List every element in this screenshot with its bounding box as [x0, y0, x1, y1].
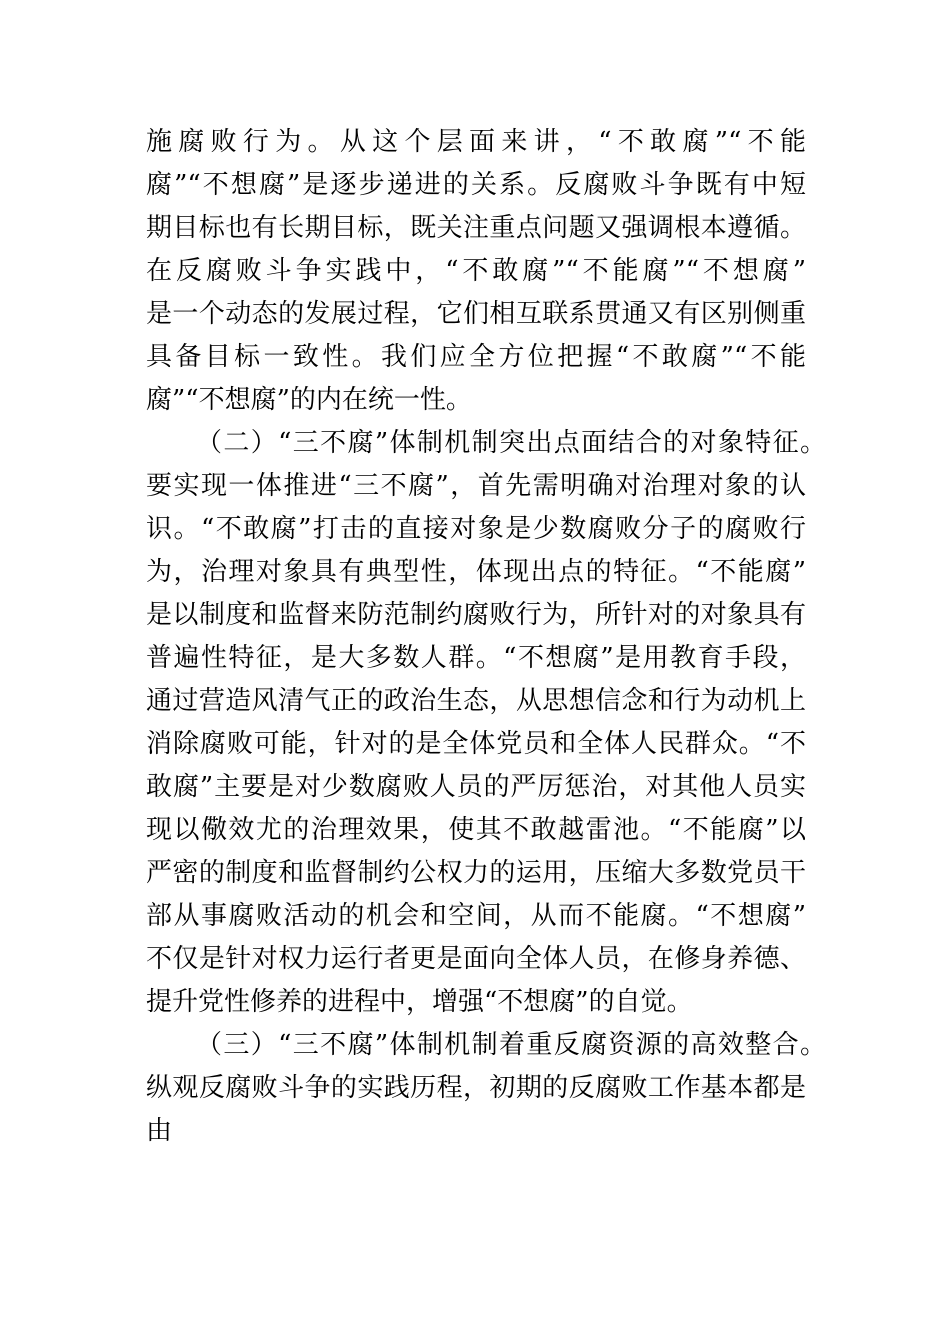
- paragraph-line: 腐”“不想腐”的内在统一性。: [146, 385, 472, 415]
- paragraph-line: 是一个动态的发展过程，它们相互联系贯通又有区别侧重: [146, 299, 806, 329]
- paragraph-line: 部从事腐败活动的机会和空间，从而不能腐。“不想腐”: [146, 901, 806, 931]
- paragraph-line: 要实现一体推进“三不腐”，首先需明确对治理对象的认: [146, 471, 806, 501]
- paragraph-line: 普遍性特征，是大多数人群。“不想腐”是用教育手段，: [146, 643, 806, 673]
- paragraph-line: 由: [146, 1116, 173, 1146]
- paragraph-line: 期目标也有长期目标，既关注重点问题又强调根本遵循。: [146, 213, 806, 243]
- section-heading-3: （三）“三不腐”体制机制着重反腐资源的高效整合。: [196, 1030, 826, 1060]
- paragraph-line: 不仅是针对权力运行者更是面向全体人员，在修身养德、: [146, 944, 806, 974]
- paragraph-line: 腐”“不想腐”是逐步递进的关系。反腐败斗争既有中短: [146, 170, 806, 200]
- paragraph-line: 敢腐”主要是对少数腐败人员的严厉惩治，对其他人员实: [146, 772, 806, 802]
- paragraph-line: 是以制度和监督来防范制约腐败行为，所针对的对象具有: [146, 600, 806, 630]
- paragraph-line: 为，治理对象具有典型性，体现出点的特征。“不能腐”: [146, 557, 806, 587]
- paragraph-line: 在反腐败斗争实践中，“不敢腐”“不能腐”“不想腐”: [146, 256, 806, 286]
- paragraph-line: 施腐败行为。从这个层面来讲，“不敢腐”“不能: [146, 127, 806, 157]
- paragraph-line: 具备目标一致性。我们应全方位把握“不敢腐”“不能: [146, 342, 806, 372]
- paragraph-line: 现以儆效尤的治理效果，使其不敢越雷池。“不能腐”以: [146, 815, 806, 845]
- paragraph-line: 纵观反腐败斗争的实践历程，初期的反腐败工作基本都是: [146, 1073, 806, 1103]
- paragraph-line: 提升党性修养的进程中，增强“不想腐”的自觉。: [146, 987, 693, 1017]
- paragraph-line: 识。“不敢腐”打击的直接对象是少数腐败分子的腐败行: [146, 514, 806, 544]
- section-heading-2: （二）“三不腐”体制机制突出点面结合的对象特征。: [196, 428, 826, 458]
- paragraph-line: 严密的制度和监督制约公权力的运用，压缩大多数党员干: [146, 858, 806, 888]
- paragraph-line: 通过营造风清气正的政治生态，从思想信念和行为动机上: [146, 686, 806, 716]
- paragraph-line: 消除腐败可能，针对的是全体党员和全体人民群众。“不: [146, 729, 806, 759]
